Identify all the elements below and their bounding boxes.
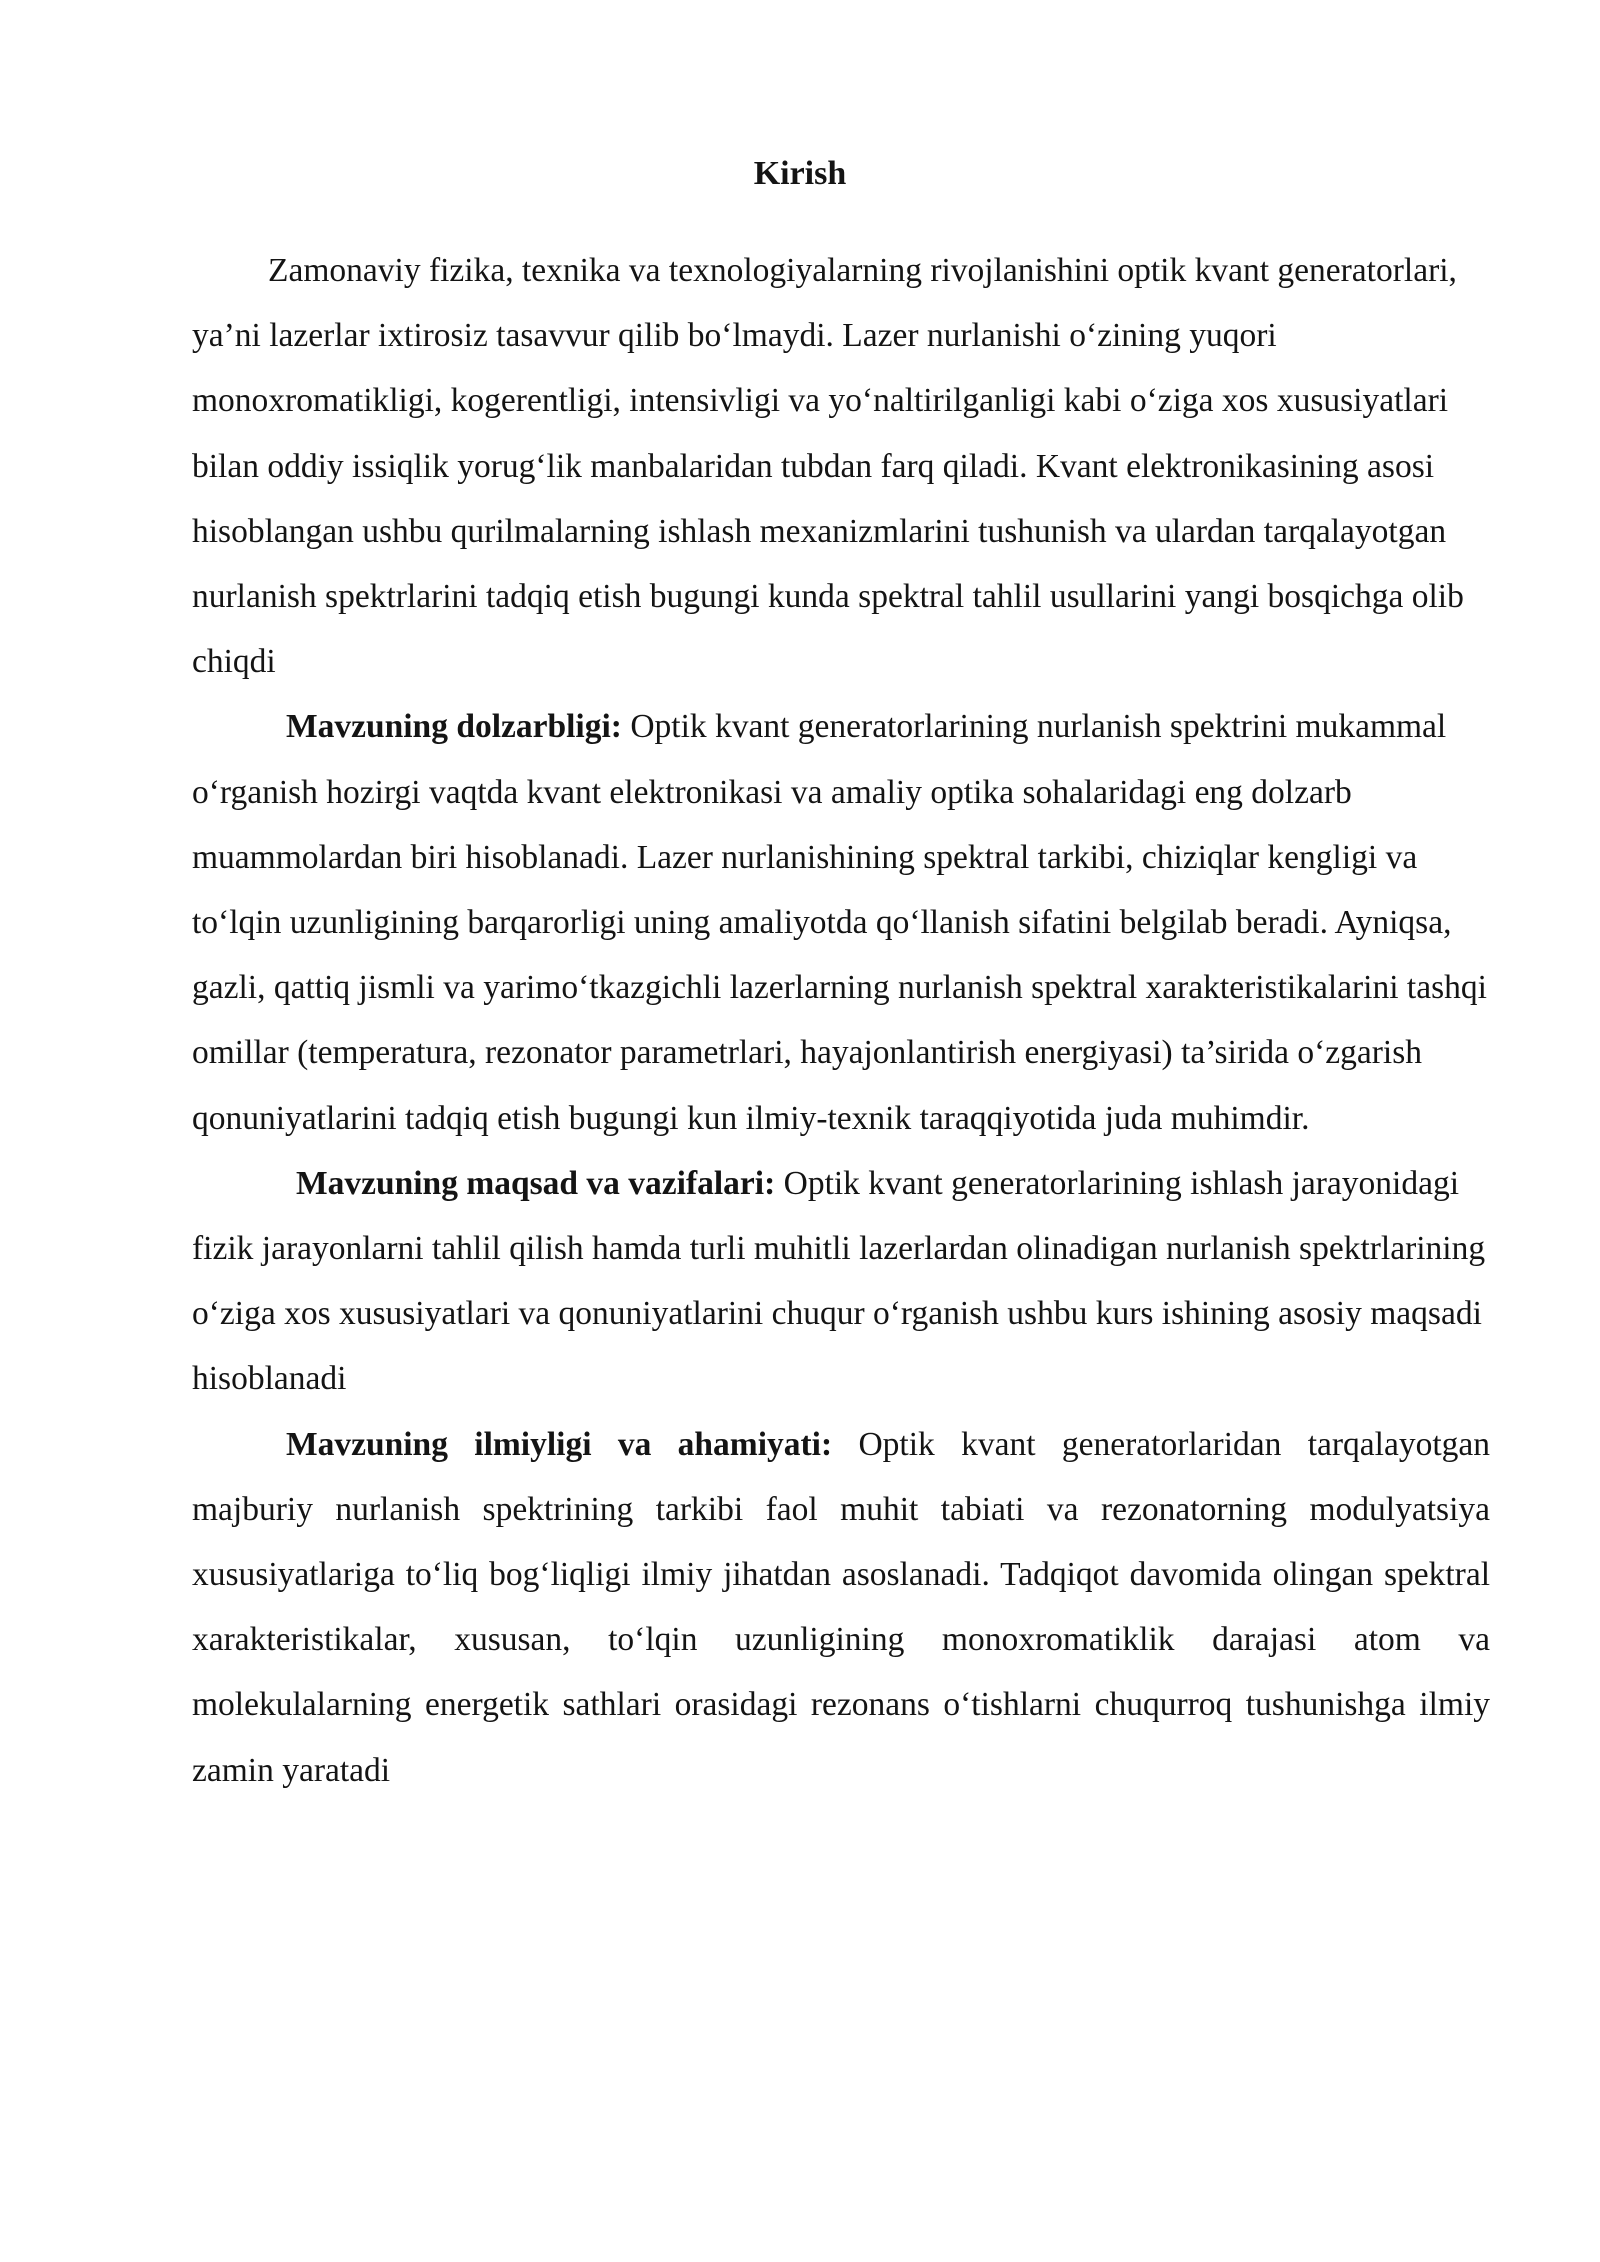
relevance-heading: Mavzuning dolzarbligi: (286, 708, 622, 746)
significance-text: Optik kvant generatorlaridan tarqalayotgan majburiy nurlanish spektrining tarkibi faol muhit tabiati va rezonatorning modulyatsiya xususiyatlariga to‘liq bog‘liqligi ilmiy jihatdan asoslanadi. Tadqiqot davomida olingan spektral xarakteristikalar, xususan, to‘lqin uzunligining monoxromatiklik darajasi atom va molekulalarning energetik sathlari orasidagi rezonans o‘tishlarni chuqurroq tushunishga ilmiy zamin yaratadi (192, 1425, 1490, 1789)
goals-paragraph (192, 1151, 1490, 1412)
relevance-text: Optik kvant generatorlarining nurlanish spektrini mukammal o‘rganish hozirgi vaqtda kvant elektronikasi va amaliy optika sohalaridagi eng dolzarb muammolardan biri hisoblanadi. Lazer nurlanishining spektral tarkibi, chiziqlar kengligi va to‘lqin uzunligining barqarorligi uning amaliyotda qo‘llanish sifatini belgilab beradi. Ayniqsa, gazli, qattiq jismli va yarimo‘tkazgichli lazerlarning nurlanish spektral xarakteristikalarini tashqi omillar (temperatura, rezonator parametrlari, hayajonlantirish energiyasi) ta’sirida o‘zgarish qonuniyatlarini tadqiq etish bugungi kun ilmiy-texnik taraqqiyotida juda muhimdir. (192, 708, 1487, 1137)
goals-heading: Mavzuning maqsad va vazifalari: (296, 1164, 776, 1202)
significance-heading: Mavzuning ilmiyligi va ahamiyati: (286, 1425, 833, 1463)
goals-text: Optik kvant generatorlarining ishlash jarayonidagi fizik jarayonlarni tahlil qilish hamda turli muhitli lazerlardan olinadigan nurlanish spektrlarining o‘ziga xos xususiyatlari va qonuniyatlarini chuqur o‘rganish ushbu kurs ishining asosiy maqsadi hisoblanadi (192, 1164, 1486, 1398)
page-title: Kirish (753, 155, 847, 192)
intro-paragraph: Zamonaviy fizika, texnika va texnologiyalarning rivojlanishini optik kvant generatorlari, ya’ni lazerlar ixtirosiz tasavvur qilib bo‘lmaydi. Lazer nurlanishi o‘zining yuqori monoxromatikligi, kogerentligi, intensivligi va yo‘naltirilganligi kabi o‘ziga xos xususiyatlari bilan oddiy issiqlik yorug‘lik manbalaridan tubdan farq qiladi. Kvant elektronikasining asosi hisoblangan ushbu qurilmalarning ishlash mexanizmlarini tushunish va ulardan tarqalayotgan nurlanish spektrlarini tadqiq etish bugungi kunda spektral tahlil usullarini yangi bosqichga olib chiqdi (192, 252, 1464, 681)
document-body (192, 238, 1490, 1803)
significance-paragraph (192, 1412, 1490, 1803)
relevance-paragraph (192, 694, 1490, 1150)
